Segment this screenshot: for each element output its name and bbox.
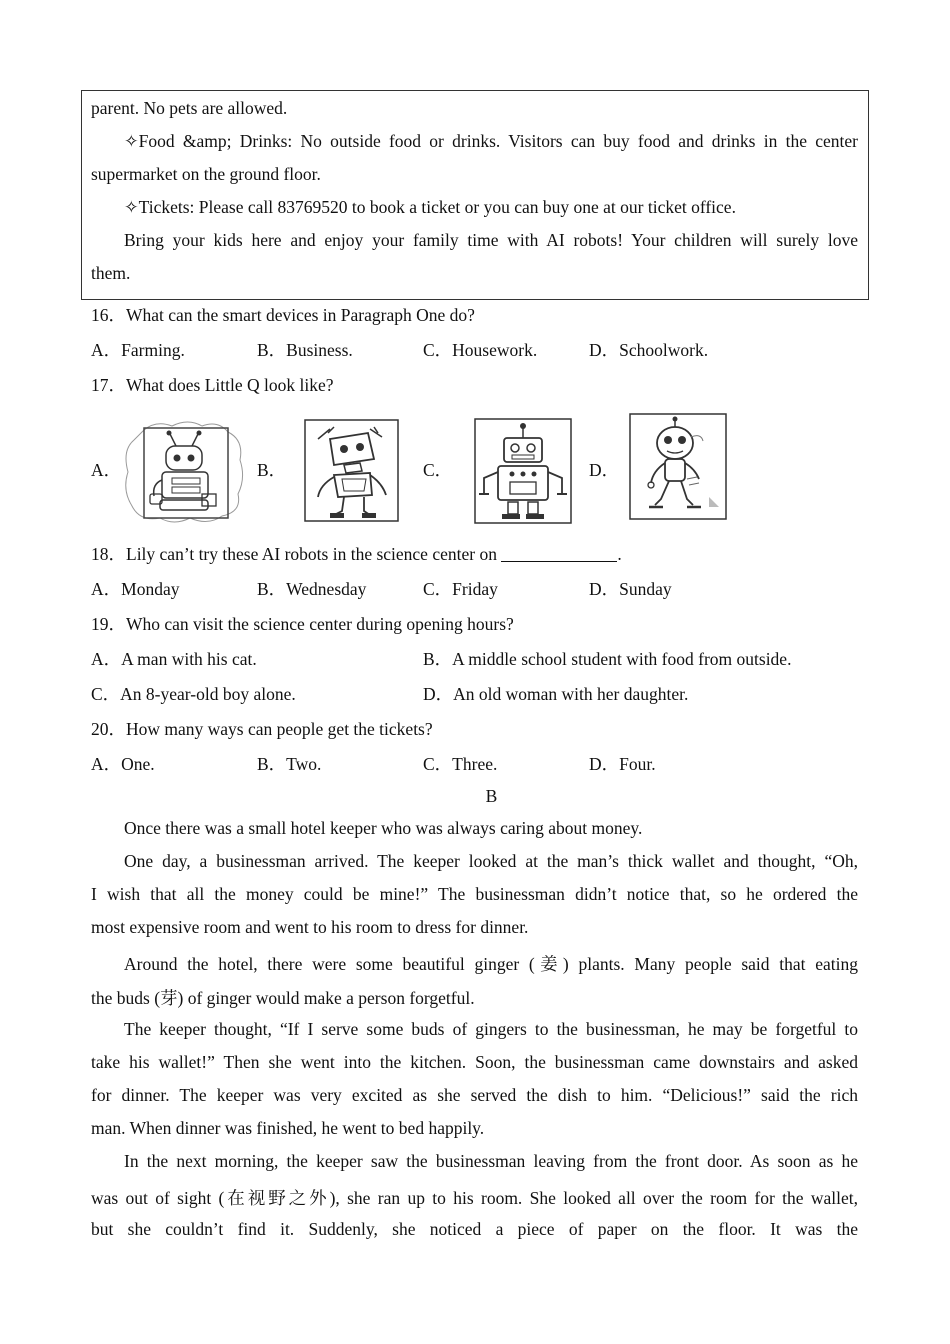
option-c: C． (423, 460, 453, 480)
option-c: C．An 8-year-old boy alone. (91, 684, 296, 704)
notice-line: parent. No pets are allowed. (91, 98, 288, 118)
option-d: D．Schoolwork. (589, 340, 709, 360)
question-stem: 20．How many ways can people get the tickets? (91, 719, 433, 739)
question-stem-text: 18．Lily can’t try these AI robots in the science center on (91, 544, 502, 564)
robot-b-image (304, 419, 399, 523)
option-b: B．Wednesday (257, 579, 367, 599)
passage-line: most expensive room and went to his room to dress for dinner. (91, 917, 529, 937)
option-d: D．An old woman with her daughter. (423, 684, 689, 704)
robot-a-image (122, 420, 246, 524)
notice-food: ✧Food &amp; Drinks: No outside food or drinks. Visitors can buy food and drinks in the center (124, 131, 858, 151)
option-d: D．Sunday (589, 579, 672, 599)
passage-line: for dinner. The keeper was very excited as she served the dish to him. “Delicious!” said the rich (91, 1085, 858, 1105)
notice-box (81, 90, 869, 300)
notice-food-cont: supermarket on the ground floor. (91, 164, 321, 184)
option-b: B．Business. (257, 340, 353, 360)
passage-line: the buds (芽) of ginger would make a person forgetful. (91, 988, 475, 1008)
question-stem: 16．What can the smart devices in Paragraph One do? (91, 305, 475, 325)
robot-c-image (474, 418, 572, 524)
passage-line: take his wallet!” Then she went into the kitchen. Soon, the businessman came downstairs and asked (91, 1052, 858, 1072)
question-stem-end: . (617, 544, 622, 564)
passage-line: In the next morning, the keeper saw the businessman leaving from the front door. As soon as he (124, 1151, 858, 1171)
passage-line: Once there was a small hotel keeper who was always caring about money. (124, 818, 643, 838)
robot-d-image (629, 413, 727, 520)
notice-bring-cont: them. (91, 263, 131, 283)
notice-bring: Bring your kids here and enjoy your family time with AI robots! Your children will surely love (124, 230, 858, 250)
option-a: A．A man with his cat. (91, 649, 257, 669)
answer-blank (501, 544, 617, 562)
option-c: C．Housework. (423, 340, 538, 360)
option-b: B．A middle school student with food from outside. (423, 649, 792, 669)
passage-line: man. When dinner was finished, he went to bed happily. (91, 1118, 485, 1138)
option-a: A．One. (91, 754, 155, 774)
question-stem: 19．Who can visit the science center during opening hours? (91, 614, 514, 634)
notice-tickets: ✧Tickets: Please call 83769520 to book a ticket or you can buy one at our ticket office. (124, 197, 736, 217)
question-stem (91, 541, 622, 566)
option-a: A．Monday (91, 579, 180, 599)
section-heading: B (485, 786, 498, 806)
option-b: B． (257, 460, 287, 480)
option-a: A． (91, 460, 122, 480)
passage-line: was out of sight (在视野之外), she ran up to his room. She looked all over the room for the wallet, (91, 1188, 858, 1208)
question-stem: 17．What does Little Q look like? (91, 375, 334, 395)
option-d: D．Four. (589, 754, 656, 774)
option-b: B．Two. (257, 754, 322, 774)
option-c: C．Three. (423, 754, 498, 774)
passage-line: Around the hotel, there were some beautiful ginger (姜) plants. Many people said that eating (124, 954, 858, 974)
passage-line: One day, a businessman arrived. The keeper looked at the man’s thick wallet and thought, “Oh, (124, 851, 858, 871)
passage-line: but she couldn’t find it. Suddenly, she noticed a piece of paper on the floor. It was the (91, 1219, 858, 1239)
passage-line: I wish that all the money could be mine!” The businessman didn’t notice that, so he ordered the (91, 884, 858, 904)
option-d: D． (589, 460, 620, 480)
passage-line: The keeper thought, “If I serve some buds of gingers to the businessman, he may be forgetful to (124, 1019, 858, 1039)
option-c: C．Friday (423, 579, 498, 599)
option-a: A．Farming. (91, 340, 185, 360)
